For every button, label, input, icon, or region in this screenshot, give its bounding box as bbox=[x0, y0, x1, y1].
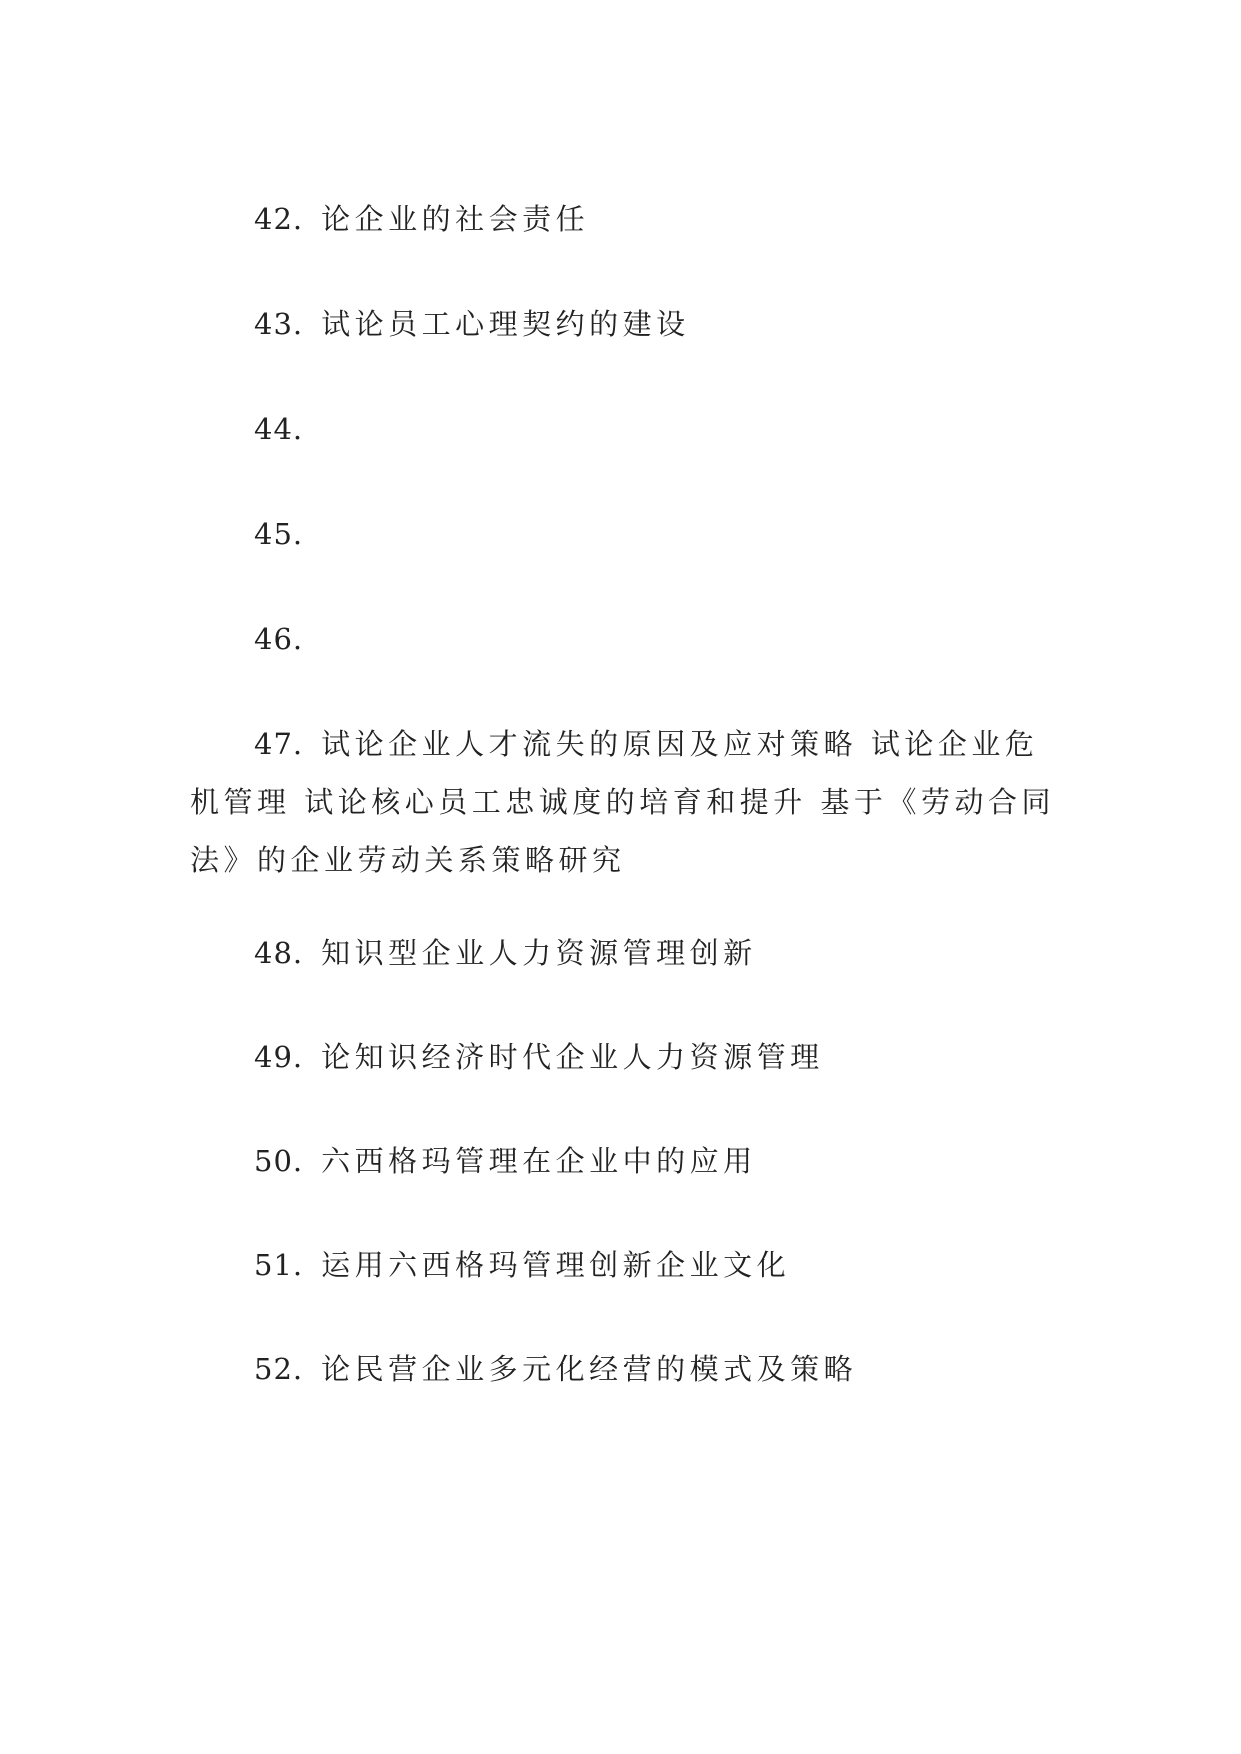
list-item bbox=[190, 505, 1060, 563]
list-item bbox=[190, 715, 1060, 889]
list-item bbox=[190, 1236, 1060, 1294]
item-number: 50. bbox=[254, 1144, 304, 1178]
list-item bbox=[190, 295, 1060, 353]
item-text: 论知识经济时代企业人力资源管理 bbox=[321, 1040, 824, 1074]
list-item bbox=[190, 1028, 1060, 1086]
item-number: 43. bbox=[254, 307, 304, 341]
item-number: 49. bbox=[254, 1040, 304, 1074]
item-text: 试论企业人才流失的原因及应对策略 试论企业危机管理 试论核心员工忠诚度的培育和提升 基于《劳动合同法》的企业劳动关系策略研究 bbox=[190, 727, 1055, 877]
list-item bbox=[190, 1132, 1060, 1190]
item-number: 51. bbox=[254, 1248, 304, 1282]
item-number: 46. bbox=[254, 622, 304, 656]
item-text: 运用六西格玛管理创新企业文化 bbox=[321, 1248, 791, 1282]
list-item bbox=[190, 1340, 1060, 1398]
item-text: 试论员工心理契约的建设 bbox=[321, 307, 690, 341]
item-number: 42. bbox=[254, 202, 304, 236]
item-number: 44. bbox=[254, 412, 304, 446]
item-text: 论企业的社会责任 bbox=[321, 202, 590, 236]
item-text: 六西格玛管理在企业中的应用 bbox=[321, 1144, 757, 1178]
item-text: 论民营企业多元化经营的模式及策略 bbox=[321, 1352, 858, 1386]
item-text: 知识型企业人力资源管理创新 bbox=[321, 936, 757, 970]
list-item bbox=[190, 190, 1060, 248]
item-number: 47. bbox=[254, 727, 304, 761]
item-number: 45. bbox=[254, 517, 304, 551]
list-item bbox=[190, 610, 1060, 668]
item-number: 48. bbox=[254, 936, 304, 970]
list-item bbox=[190, 924, 1060, 982]
list-item bbox=[190, 400, 1060, 458]
item-number: 52. bbox=[254, 1352, 304, 1386]
